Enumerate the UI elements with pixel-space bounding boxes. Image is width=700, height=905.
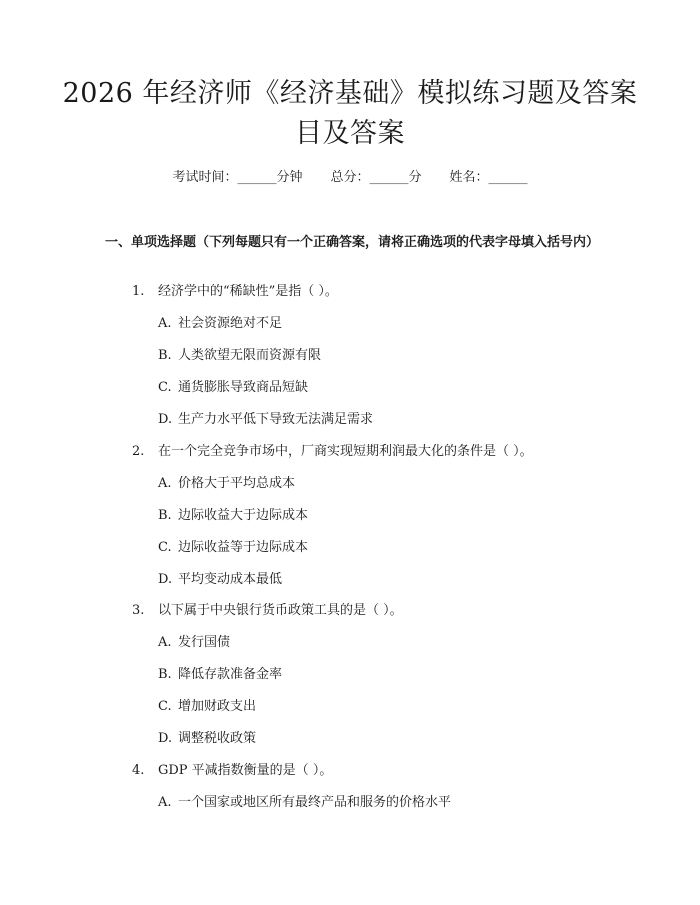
option-text: 增加财政支出 bbox=[178, 699, 257, 714]
option-letter: D. bbox=[158, 731, 173, 746]
question-text: GDP 平减指数衡量的是（ ）。 bbox=[158, 763, 333, 778]
option-2d bbox=[158, 570, 282, 590]
option-2a bbox=[158, 474, 295, 494]
question-number: 3. bbox=[132, 603, 145, 618]
option-3a bbox=[158, 633, 230, 653]
document-title: 2026 年经济师《经济基础》模拟练习题及答案目及答案 bbox=[62, 78, 638, 149]
option-text: 发行国债 bbox=[178, 635, 231, 650]
question-4 bbox=[132, 761, 332, 781]
total-score-field: 总分：______分 bbox=[330, 170, 422, 185]
option-1b bbox=[158, 346, 321, 366]
option-1a bbox=[158, 314, 282, 334]
option-4a bbox=[158, 793, 451, 813]
question-text: 经济学中的“稀缺性”是指（ ）。 bbox=[158, 284, 338, 299]
option-text: 生产力水平低下导致无法满足需求 bbox=[178, 412, 374, 427]
name-field: 姓名：______ bbox=[449, 170, 528, 185]
option-letter: C. bbox=[158, 380, 172, 395]
question-number: 4. bbox=[132, 763, 145, 778]
option-text: 社会资源绝对不足 bbox=[178, 316, 283, 331]
option-letter: D. bbox=[158, 412, 173, 427]
question-text: 以下属于中央银行货币政策工具的是（ ）。 bbox=[158, 603, 403, 618]
question-text: 在一个完全竞争市场中，厂商实现短期利润最大化的条件是（ ）。 bbox=[158, 444, 533, 459]
option-2b bbox=[158, 506, 308, 526]
question-2 bbox=[132, 442, 533, 462]
option-3b bbox=[158, 665, 282, 685]
option-1c bbox=[158, 378, 308, 398]
option-2c bbox=[158, 538, 308, 558]
option-1d bbox=[158, 410, 373, 430]
option-letter: A. bbox=[158, 476, 172, 491]
section-heading: 一、单项选择题（下列每题只有一个正确答案，请将正确选项的代表字母填入括号内） bbox=[105, 235, 600, 250]
option-3c bbox=[158, 697, 256, 717]
option-letter: A. bbox=[158, 635, 172, 650]
exam-time-field: 考试时间：______分钟 bbox=[172, 170, 303, 185]
option-text: 平均变动成本最低 bbox=[178, 572, 283, 587]
option-text: 边际收益大于边际成本 bbox=[178, 508, 309, 523]
option-letter: B. bbox=[158, 348, 172, 363]
option-text: 通货膨胀导致商品短缺 bbox=[178, 380, 309, 395]
question-1 bbox=[132, 282, 338, 302]
option-letter: B. bbox=[158, 667, 172, 682]
option-letter: A. bbox=[158, 795, 172, 810]
option-text: 一个国家或地区所有最终产品和服务的价格水平 bbox=[178, 795, 452, 810]
question-3 bbox=[132, 601, 403, 621]
option-letter: B. bbox=[158, 508, 172, 523]
option-text: 边际收益等于边际成本 bbox=[178, 540, 309, 555]
option-letter: D. bbox=[158, 572, 173, 587]
option-text: 人类欲望无限而资源有限 bbox=[178, 348, 322, 363]
option-text: 调整税收政策 bbox=[178, 731, 257, 746]
option-letter: C. bbox=[158, 699, 172, 714]
option-letter: A. bbox=[158, 316, 172, 331]
option-text: 价格大于平均总成本 bbox=[178, 476, 296, 491]
option-text: 降低存款准备金率 bbox=[178, 667, 283, 682]
option-3d bbox=[158, 729, 256, 749]
option-letter: C. bbox=[158, 540, 172, 555]
question-number: 2. bbox=[132, 444, 145, 459]
question-number: 1. bbox=[132, 284, 145, 299]
exam-info-line bbox=[0, 168, 700, 188]
